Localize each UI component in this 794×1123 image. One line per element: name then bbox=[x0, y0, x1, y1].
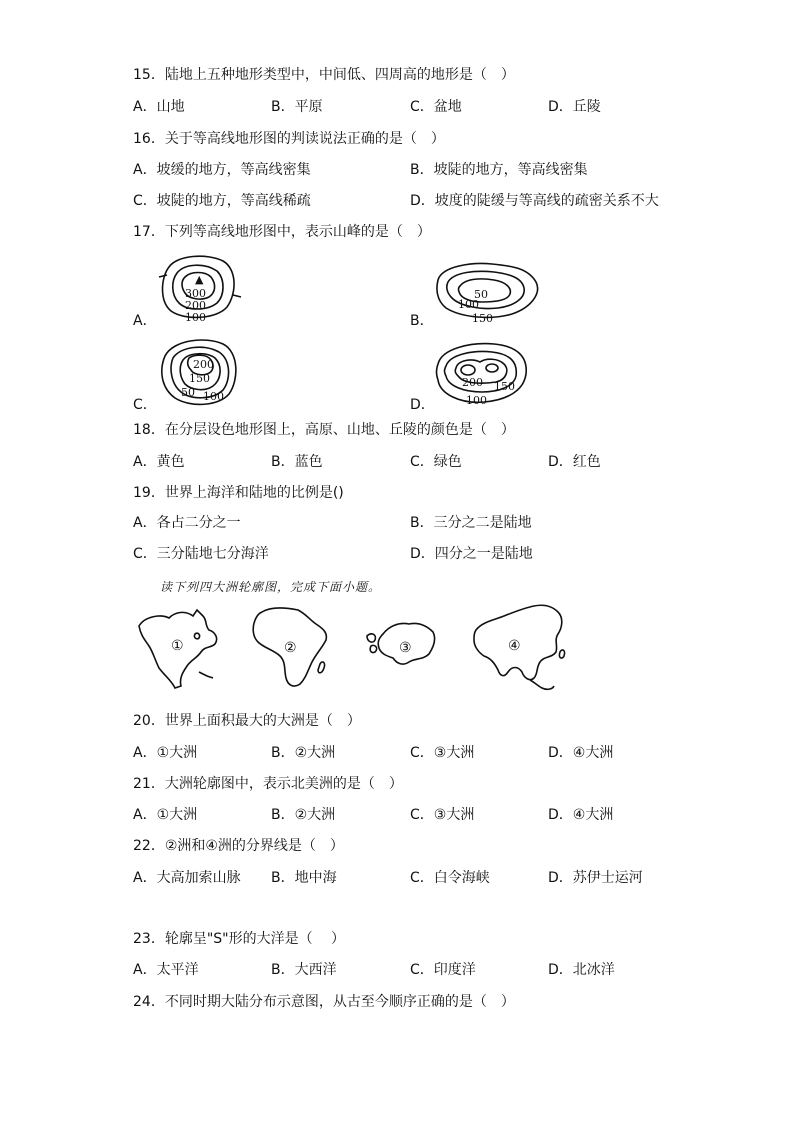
q23-option-c[interactable]: C．印度洋 bbox=[410, 962, 476, 978]
contour-label: 200 bbox=[185, 299, 206, 312]
q24-stem: 24．不同时期大陆分布示意图，从古至今顺序正确的是（ ） bbox=[133, 994, 515, 1010]
q20-option-a[interactable]: A．①大洲 bbox=[133, 745, 198, 761]
q21-option-d[interactable]: D．④大洲 bbox=[548, 807, 614, 823]
q19-option-a[interactable]: A．各占二分之一 bbox=[133, 515, 241, 531]
q21-option-b[interactable]: B．②大洲 bbox=[271, 807, 336, 823]
q19-option-c[interactable]: C．三分陆地七分海洋 bbox=[133, 546, 269, 562]
continent-label-2: ② bbox=[284, 640, 297, 656]
contour-label: 100 bbox=[203, 390, 224, 403]
q15-option-d[interactable]: D．丘陵 bbox=[548, 99, 601, 115]
q22-option-a[interactable]: A．大高加索山脉 bbox=[133, 870, 241, 886]
q17-option-a[interactable]: A． bbox=[133, 313, 157, 329]
q22-option-c[interactable]: C．白令海峡 bbox=[410, 870, 490, 886]
q20-stem: 20．世界上面积最大的大洲是（ ） bbox=[133, 713, 361, 729]
contour-label: 100 bbox=[466, 394, 487, 407]
q21-option-a[interactable]: A．①大洲 bbox=[133, 807, 198, 823]
q22-stem: 22．②洲和④洲的分界线是（ ） bbox=[133, 838, 344, 854]
q16-stem: 16．关于等高线地形图的判读说法正确的是（ ） bbox=[133, 131, 445, 147]
contour-map-d bbox=[432, 340, 532, 408]
q18-option-b[interactable]: B．蓝色 bbox=[271, 454, 323, 470]
peak-symbol: ▲ bbox=[195, 273, 204, 286]
contour-map-c bbox=[155, 336, 245, 408]
continent-label-3: ③ bbox=[399, 640, 412, 656]
contour-label: 50 bbox=[474, 288, 488, 301]
q22-option-d[interactable]: D．苏伊士运河 bbox=[548, 870, 643, 886]
q18-option-d[interactable]: D．红色 bbox=[548, 454, 601, 470]
contour-label: 200 bbox=[193, 358, 214, 371]
q16-option-b[interactable]: B．坡陡的地方，等高线密集 bbox=[410, 162, 588, 178]
contour-label: 100 bbox=[458, 298, 479, 311]
contour-label: 200 bbox=[462, 376, 483, 389]
q15-option-c[interactable]: C．盆地 bbox=[410, 99, 462, 115]
q17-option-d[interactable]: D． bbox=[410, 397, 435, 413]
q23-option-d[interactable]: D．北冰洋 bbox=[548, 962, 615, 978]
q20-option-d[interactable]: D．④大洲 bbox=[548, 745, 614, 761]
q22-option-b[interactable]: B．地中海 bbox=[271, 870, 337, 886]
q15-option-a[interactable]: A．山地 bbox=[133, 99, 185, 115]
contour-map-b bbox=[432, 258, 542, 326]
contour-map-a bbox=[155, 253, 245, 325]
contour-label: 300 bbox=[185, 287, 206, 300]
contour-label: 50 bbox=[181, 386, 195, 399]
q17-stem: 17．下列等高线地形图中，表示山峰的是（ ） bbox=[133, 224, 431, 240]
q23-option-a[interactable]: A．太平洋 bbox=[133, 962, 199, 978]
q18-stem: 18．在分层设色地形图上，高原、山地、丘陵的颜色是（ ） bbox=[133, 422, 515, 438]
q18-option-a[interactable]: A．黄色 bbox=[133, 454, 185, 470]
continent-label-1: ① bbox=[171, 638, 184, 654]
continent-outline-2 bbox=[250, 604, 335, 690]
q16-option-c[interactable]: C．坡陡的地方，等高线稀疏 bbox=[133, 193, 311, 209]
q20-option-b[interactable]: B．②大洲 bbox=[271, 745, 336, 761]
contour-label: 150 bbox=[472, 312, 493, 325]
q20-option-c[interactable]: C．③大洲 bbox=[410, 745, 475, 761]
q15-option-b[interactable]: B．平原 bbox=[271, 99, 323, 115]
continent-label-4: ④ bbox=[508, 638, 521, 654]
q21-option-c[interactable]: C．③大洲 bbox=[410, 807, 475, 823]
q19-option-d[interactable]: D．四分之一是陆地 bbox=[410, 546, 533, 562]
continent-outline-3 bbox=[363, 616, 438, 674]
q23-option-b[interactable]: B．大西洋 bbox=[271, 962, 337, 978]
q15-stem: 15．陆地上五种地形类型中，中间低、四周高的地形是（ ） bbox=[133, 67, 515, 83]
q21-stem: 21．大洲轮廓图中，表示北美洲的是（ ） bbox=[133, 776, 403, 792]
q16-option-d[interactable]: D．坡度的陡缓与等高线的疏密关系不大 bbox=[410, 193, 659, 209]
continent-intro: 读下列四大洲轮廓图，完成下面小题。 bbox=[160, 580, 382, 594]
q18-option-c[interactable]: C．绿色 bbox=[410, 454, 462, 470]
contour-label: 100 bbox=[185, 311, 206, 324]
contour-label: 150 bbox=[189, 372, 210, 385]
q19-stem: 19．世界上海洋和陆地的比例是() bbox=[133, 485, 344, 501]
q23-stem: 23．轮廓呈"S"形的大洋是（ ） bbox=[133, 931, 346, 947]
q17-option-c[interactable]: C． bbox=[133, 397, 157, 413]
continent-outline-4 bbox=[468, 600, 568, 696]
q17-option-b[interactable]: B． bbox=[410, 313, 434, 329]
contour-label: 150 bbox=[494, 380, 515, 393]
q16-option-a[interactable]: A．坡缓的地方，等高线密集 bbox=[133, 162, 311, 178]
continent-outline-1 bbox=[135, 606, 225, 691]
q19-option-b[interactable]: B．三分之二是陆地 bbox=[410, 515, 532, 531]
